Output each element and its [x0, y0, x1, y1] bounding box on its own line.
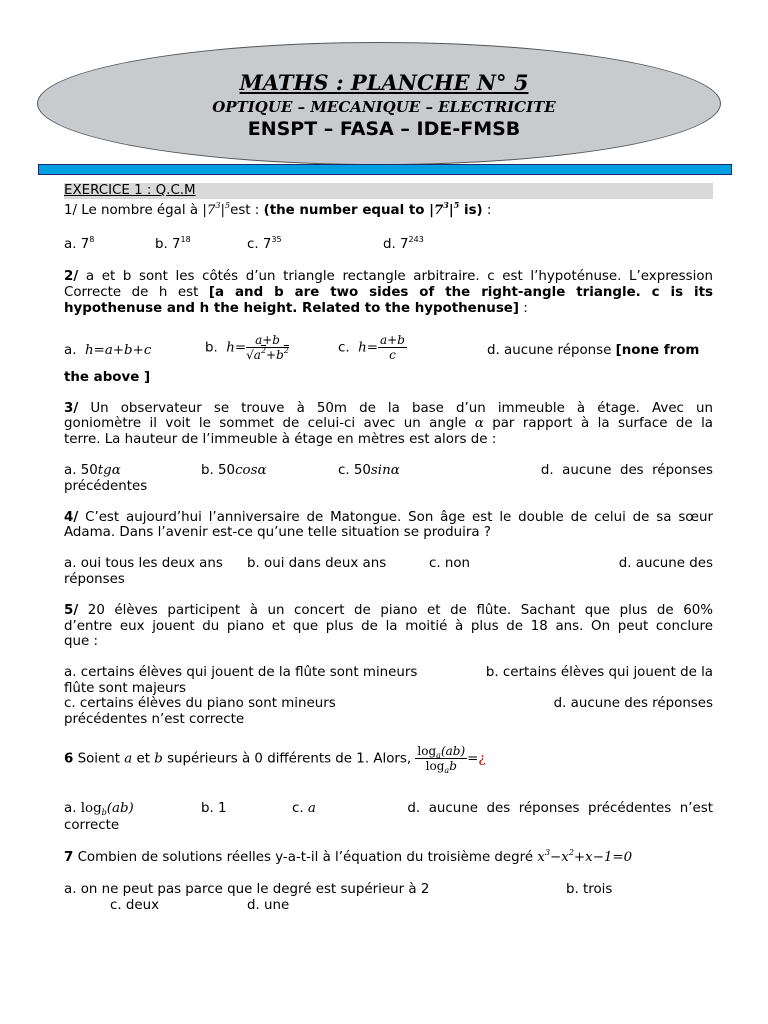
q2-option-d-cont: the above ]: [64, 370, 151, 385]
q2-line3: hypothenuse and h the height. Related to the hypothenuse] :: [64, 301, 528, 316]
q6-option-d: d. aucune des réponses précédentes n’est: [407, 801, 713, 816]
q4-option-a: a. oui tous les deux ans: [64, 556, 223, 571]
q2-option-b: b. h= $\frac{a+b}{√a^2+b^2}$: [205, 333, 289, 362]
q3-line1: 3/ Un observateur se trouve à 50m de la base d’un immeuble à étage. Avec un: [64, 401, 713, 416]
q3-option-c: c. 50sinα: [338, 463, 400, 478]
q5-line2: d’entre eux jouent du piano et que plus de la moitié à plus de 18 ans. On peut conclure: [64, 619, 713, 634]
q3-option-d: d. aucune des réponses: [540, 463, 713, 478]
q5-option-c: c. certains élèves du piano sont mineurs: [64, 696, 336, 711]
q6-fraction: $\frac{\log_a(ab)}{\log_ab}$: [417, 744, 466, 775]
exercise-label: EXERCICE 1 : Q.C.M: [64, 183, 196, 198]
q2-option-a: a. h=a+b+c: [64, 343, 152, 358]
q6-option-a: a. $\log_b(ab)$: [64, 801, 134, 817]
q4-option-d: d. aucune des: [618, 556, 713, 571]
page-title: MATHS : PLANCHE N° 5: [239, 70, 529, 95]
q3-option-b: b. 50cosα: [201, 463, 267, 478]
q4-line1: 4/ C’est aujourd’hui l’anniversaire de Matongue. Son âge est le double de celui de sa sœur: [64, 510, 713, 525]
q3-option-d-cont: précédentes: [64, 479, 148, 494]
q7-option-c: c. deux: [110, 898, 160, 913]
q6-text: 6 Soient a et b supérieurs à 0 différents de 1. Alors, $\frac{\log_a(ab)}{\log_ab}$ =¿: [64, 744, 486, 775]
q5-option-b: b. certains élèves qui jouent de la: [485, 665, 713, 680]
q5-option-a: a. certains élèves qui jouent de la flûte sont mineurs: [64, 665, 418, 680]
q5-line3: que :: [64, 634, 98, 649]
q6-option-b: b. 1: [201, 801, 227, 816]
schools-line: ENSPT – FASA – IDE-FMSB: [247, 118, 521, 140]
q3-option-a: a. 50tgα: [64, 463, 121, 478]
q5-line1: 5/ 20 élèves participent à un concert de piano et de flûte. Sachant que plus de 60%: [64, 603, 713, 618]
q3-line3: terre. La hauteur de l’immeuble à étage en mètres est alors de :: [64, 432, 497, 447]
q1-option-d: d. $7^{243}$: [383, 235, 424, 252]
q4-option-b: b. oui dans deux ans: [247, 556, 387, 571]
q2-line2: Correcte de h est [a and b are two sides of the right-angle triangle. c is its: [64, 285, 713, 300]
q1-option-a: a. $7^8$: [64, 235, 95, 252]
q7-option-a: a. on ne peut pas parce que le degré est supérieur à 2: [64, 882, 430, 897]
q5-option-b-cont: flûte sont majeurs: [64, 681, 187, 696]
q6-option-d-cont: correcte: [64, 818, 120, 833]
q4-option-c: c. non: [429, 556, 471, 571]
q1-option-b: b. $7^{18}$: [155, 235, 191, 252]
q2-option-c: c. h= $\frac{a+b}{c}$: [338, 333, 405, 362]
q2-line1: 2/ a et b sont les côtés d’un triangle rectangle arbitraire. c est l’hypoténuse. L’expression: [64, 269, 713, 284]
q7-option-d: d. une: [247, 898, 290, 913]
q4-option-d-cont: réponses: [64, 572, 125, 587]
page-subtitle: OPTIQUE – MECANIQUE – ELECTRICITE: [212, 98, 556, 116]
q5-option-d-cont: précédentes n’est correcte: [64, 712, 245, 727]
header-band: [38, 164, 732, 175]
q4-line2: Adama. Dans l’avenir est-ce qu’une telle situation se produira ?: [64, 525, 491, 540]
q1-option-c: c. $7^{35}$: [247, 235, 282, 252]
q7-text: 7 Combien de solutions réelles y-a-t-il à l’équation du troisième degré $x^3-x^2+x-1=0$: [64, 848, 633, 865]
q6-option-c: c. a: [292, 801, 316, 816]
q2-option-d: d. aucune réponse [none from: [487, 343, 700, 358]
q3-line2: goniomètre il voit le sommet de celui-ci avec un angle α par rapport à la surface de la: [64, 416, 713, 431]
q7-option-b: b. trois: [566, 882, 613, 897]
q1-text: 1/ Le nombre égal à $|7^3|^5est$ : (the number equal to $|7^3|^5$ is) :: [64, 200, 492, 218]
q5-option-d: d. aucune des réponses: [553, 696, 713, 711]
